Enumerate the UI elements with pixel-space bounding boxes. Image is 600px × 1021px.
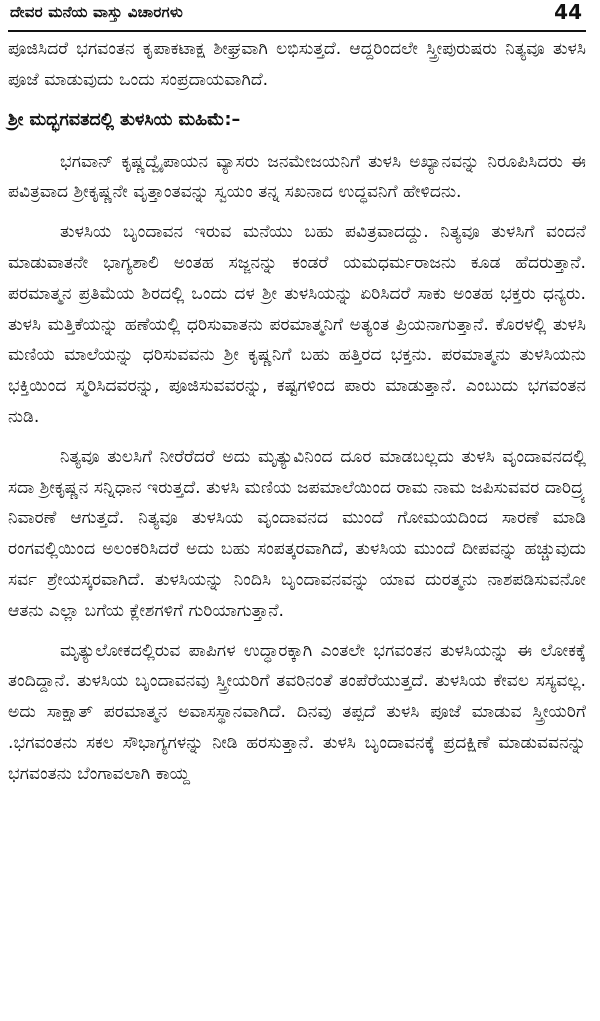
paragraph-3: ನಿತ್ಯವೂ ತುಲಸಿಗೆ ನೀರೆರೆದರೆ ಅದು ಮೃತ್ಯುವಿನಿಂದ ದೂರ ಮಾಡಬಲ್ಲದು ತುಳಸಿ ವೃಂದಾವನದಲ್ಲಿ ಸದಾ ಶ್ರೀಕೃಷ್ಣನ ಸನ್ನಿಧಾನ ಇರುತ್ತದೆ. ತುಳಸಿ ಮಣಿಯ ಜಪಮಾಲೆಯಿಂದ ರಾಮ ನಾಮ ಜಪಿಸುವವರ ದಾರಿದ್ರ್ಯ ನಿವಾರಣೆ ಆಗುತ್ತದೆ. ನಿತ್ಯವೂ ತುಳಸಿಯ ವೃಂದಾವನದ ಮುಂದೆ ಗೋಮಯದಿಂದ ಸಾರಣೆ ಮಾಡಿ ರಂಗವಲ್ಲಿಯಿಂದ ಅಲಂಕರಿಸಿದರೆ ಅದು ಬಹು ಸಂಪತ್ಕರವಾಗಿದೆ, ತುಳಸಿಯ ಮುಂದೆ ದೀಪವನ್ನು ಹಚ್ಚುವುದು ಸರ್ವ ಶ್ರೇಯಸ್ಕರವಾಗಿದೆ. ತುಳಸಿಯನ್ನು ನಿಂದಿಸಿ ಬೃಂದಾವನವನ್ನು ಯಾವ ದುರತ್ಮನು ನಾಶಪಡಿಸುವನೋ ಆತನು ಎಲ್ಲಾ ಬಗೆಯ ಕ್ಲೇಶಗಳಿಗೆ ಗುರಿಯಾಗುತ್ತಾನೆ. — [8, 446, 586, 621]
paragraph-2: ತುಳಸಿಯ ಬೃಂದಾವನ ಇರುವ ಮನೆಯು ಬಹು ಪವಿತ್ರವಾದದ್ದು. ನಿತ್ಯವೂ ತುಳಸಿಗೆ ವಂದನೆ ಮಾಡುವಾತನೇ ಭಾಗ್ಯಶಾಲಿ ಅಂತಹ ಸಜ್ಜನನ್ನು ಕಂಡರೆ ಯಮಧರ್ಮರಾಜನು ಕೂಡ ಹೆದರುತ್ತಾನೆ. ಪರಮಾತ್ಮನ ಪ್ರತಿಮೆಯ ಶಿರದಲ್ಲಿ ಒಂದು ದಳ ಶ್ರೀ ತುಳಸಿಯನ್ನು ಏರಿಸಿದರೆ ಸಾಕು ಅಂತಹ ಭಕ್ತರು ಧನ್ಯರು. ತುಳಸಿ ಮತ್ತಿಕೆಯನ್ನು ಹಣೆಯಲ್ಲಿ ಧರಿಸುವಾತನು ಪರಮಾತ್ಮನಿಗೆ ಅತ್ಯಂತ ಪ್ರಿಯನಾಗುತ್ತಾನೆ. ಕೊರಳಲ್ಲಿ ತುಳಸಿ ಮಣಿಯ ಮಾಲೆಯನ್ನು ಧರಿಸುವವನು ಶ್ರೀ ಕೃಷ್ಣನಿಗೆ ಬಹು ಹತ್ತಿರದ ಭಕ್ತನು. ಪರಮಾತ್ಮನು ತುಳಸಿಯನು ಭಕ್ತಿಯಿಂದ ಸ್ಮರಿಸಿದವರನ್ನು, ಪೂಜಿಸುವವರನ್ನು, ಕಷ್ಟಗಳಿಂದ ಪಾರು ಮಾಡುತ್ತಾನೆ. ಎಂಬುದು ಭಗವಂತನ ನುಡಿ. — [8, 222, 586, 427]
paragraph-1: ಭಗವಾನ್ ಕೃಷ್ಣದ್ವೈಪಾಯನ ವ್ಯಾಸರು ಜನಮೇಜಯನಿಗೆ ತುಳಸಿ ಅಖ್ಯಾನವನ್ನು ನಿರೂಪಿಸಿದರು ಈ ಪವಿತ್ರವಾದ ಶ್ರೀಕೃಷ್ಣನೇ ವೃತ್ತಾಂತವನ್ನು ಸ್ವಯಂ ತನ್ನ ಸಖನಾದ ಉದ್ಧವನಿಗೆ ಹೇಳಿದನು. — [8, 151, 586, 203]
paragraph-4: ಮೃತ್ಯುಲೋಕದಲ್ಲಿರುವ ಪಾಪಿಗಳ ಉದ್ಧಾರಕ್ಕಾಗಿ ಎಂತಲೇ ಭಗವಂತನ ತುಳಸಿಯನ್ನು ಈ ಲೋಕಕ್ಕೆ ತಂದಿದ್ದಾನೆ. ತುಳಸಿಯ ಬೃಂದಾವನವು ಸ್ತ್ರೀಯರಿಗೆ ತವರಿನಂತೆ ತಂಪೆರೆಯುತ್ತದೆ. ತುಳಸಿಯ ಕೇವಲ ಸಸ್ಯವಲ್ಲ. ಅದು ಸಾಕ್ಷಾತ್ ಪರಮಾತ್ಮನ ಅವಾಸಸ್ಥಾನವಾಗಿದೆ. ದಿನವು ತಪ್ಪದೆ ತುಳಸಿ ಪೂಜೆ ಮಾಡುವ ಸ್ತ್ರೀಯರಿಗೆ .ಭಗವಂತನು ಸಕಲ ಸೌಭಾಗ್ಯಗಳನ್ನು ನೀಡಿ ಹರಸುತ್ತಾನೆ. ತುಳಸಿ ಬೃಂದಾವನಕ್ಕೆ ಪ್ರದಕ್ಷಿಣೆ ಮಾಡುವವನನ್ನು ಭಗವಂತನು ಬೆಂಗಾವಲಾಗಿ ಕಾಯ್ದ — [8, 640, 586, 784]
header-rule — [8, 30, 586, 32]
page-body — [8, 34, 586, 790]
intro-paragraph: ಪೂಜಿಸಿದರೆ ಭಗವಂತನ ಕೃಪಾಕಟಾಕ್ಷ ಶೀಘ್ರವಾಗಿ ಲಭಿಸುತ್ತದೆ. ಆದ್ದರಿಂದಲೇ ಸ್ತ್ರೀಪುರುಷರು ನಿತ್ಯವೂ ತುಳಸಿ ಪೂಜೆ ಮಾಡುವುದು ಒಂದು ಸಂಪ್ರದಾಯವಾಗಿದೆ. — [8, 39, 586, 90]
running-title: ದೇವರ ಮನೆಯ ವಾಸ್ತು ವಿಚಾರಗಳು — [10, 3, 183, 21]
page-number: 44 — [554, 0, 582, 24]
section-heading: ಶ್ರೀ ಮದ್ಭಗವತದಲ್ಲಿ ತುಳಸಿಯ ಮಹಿಮೆ:– — [8, 109, 241, 130]
page-header — [8, 0, 586, 34]
